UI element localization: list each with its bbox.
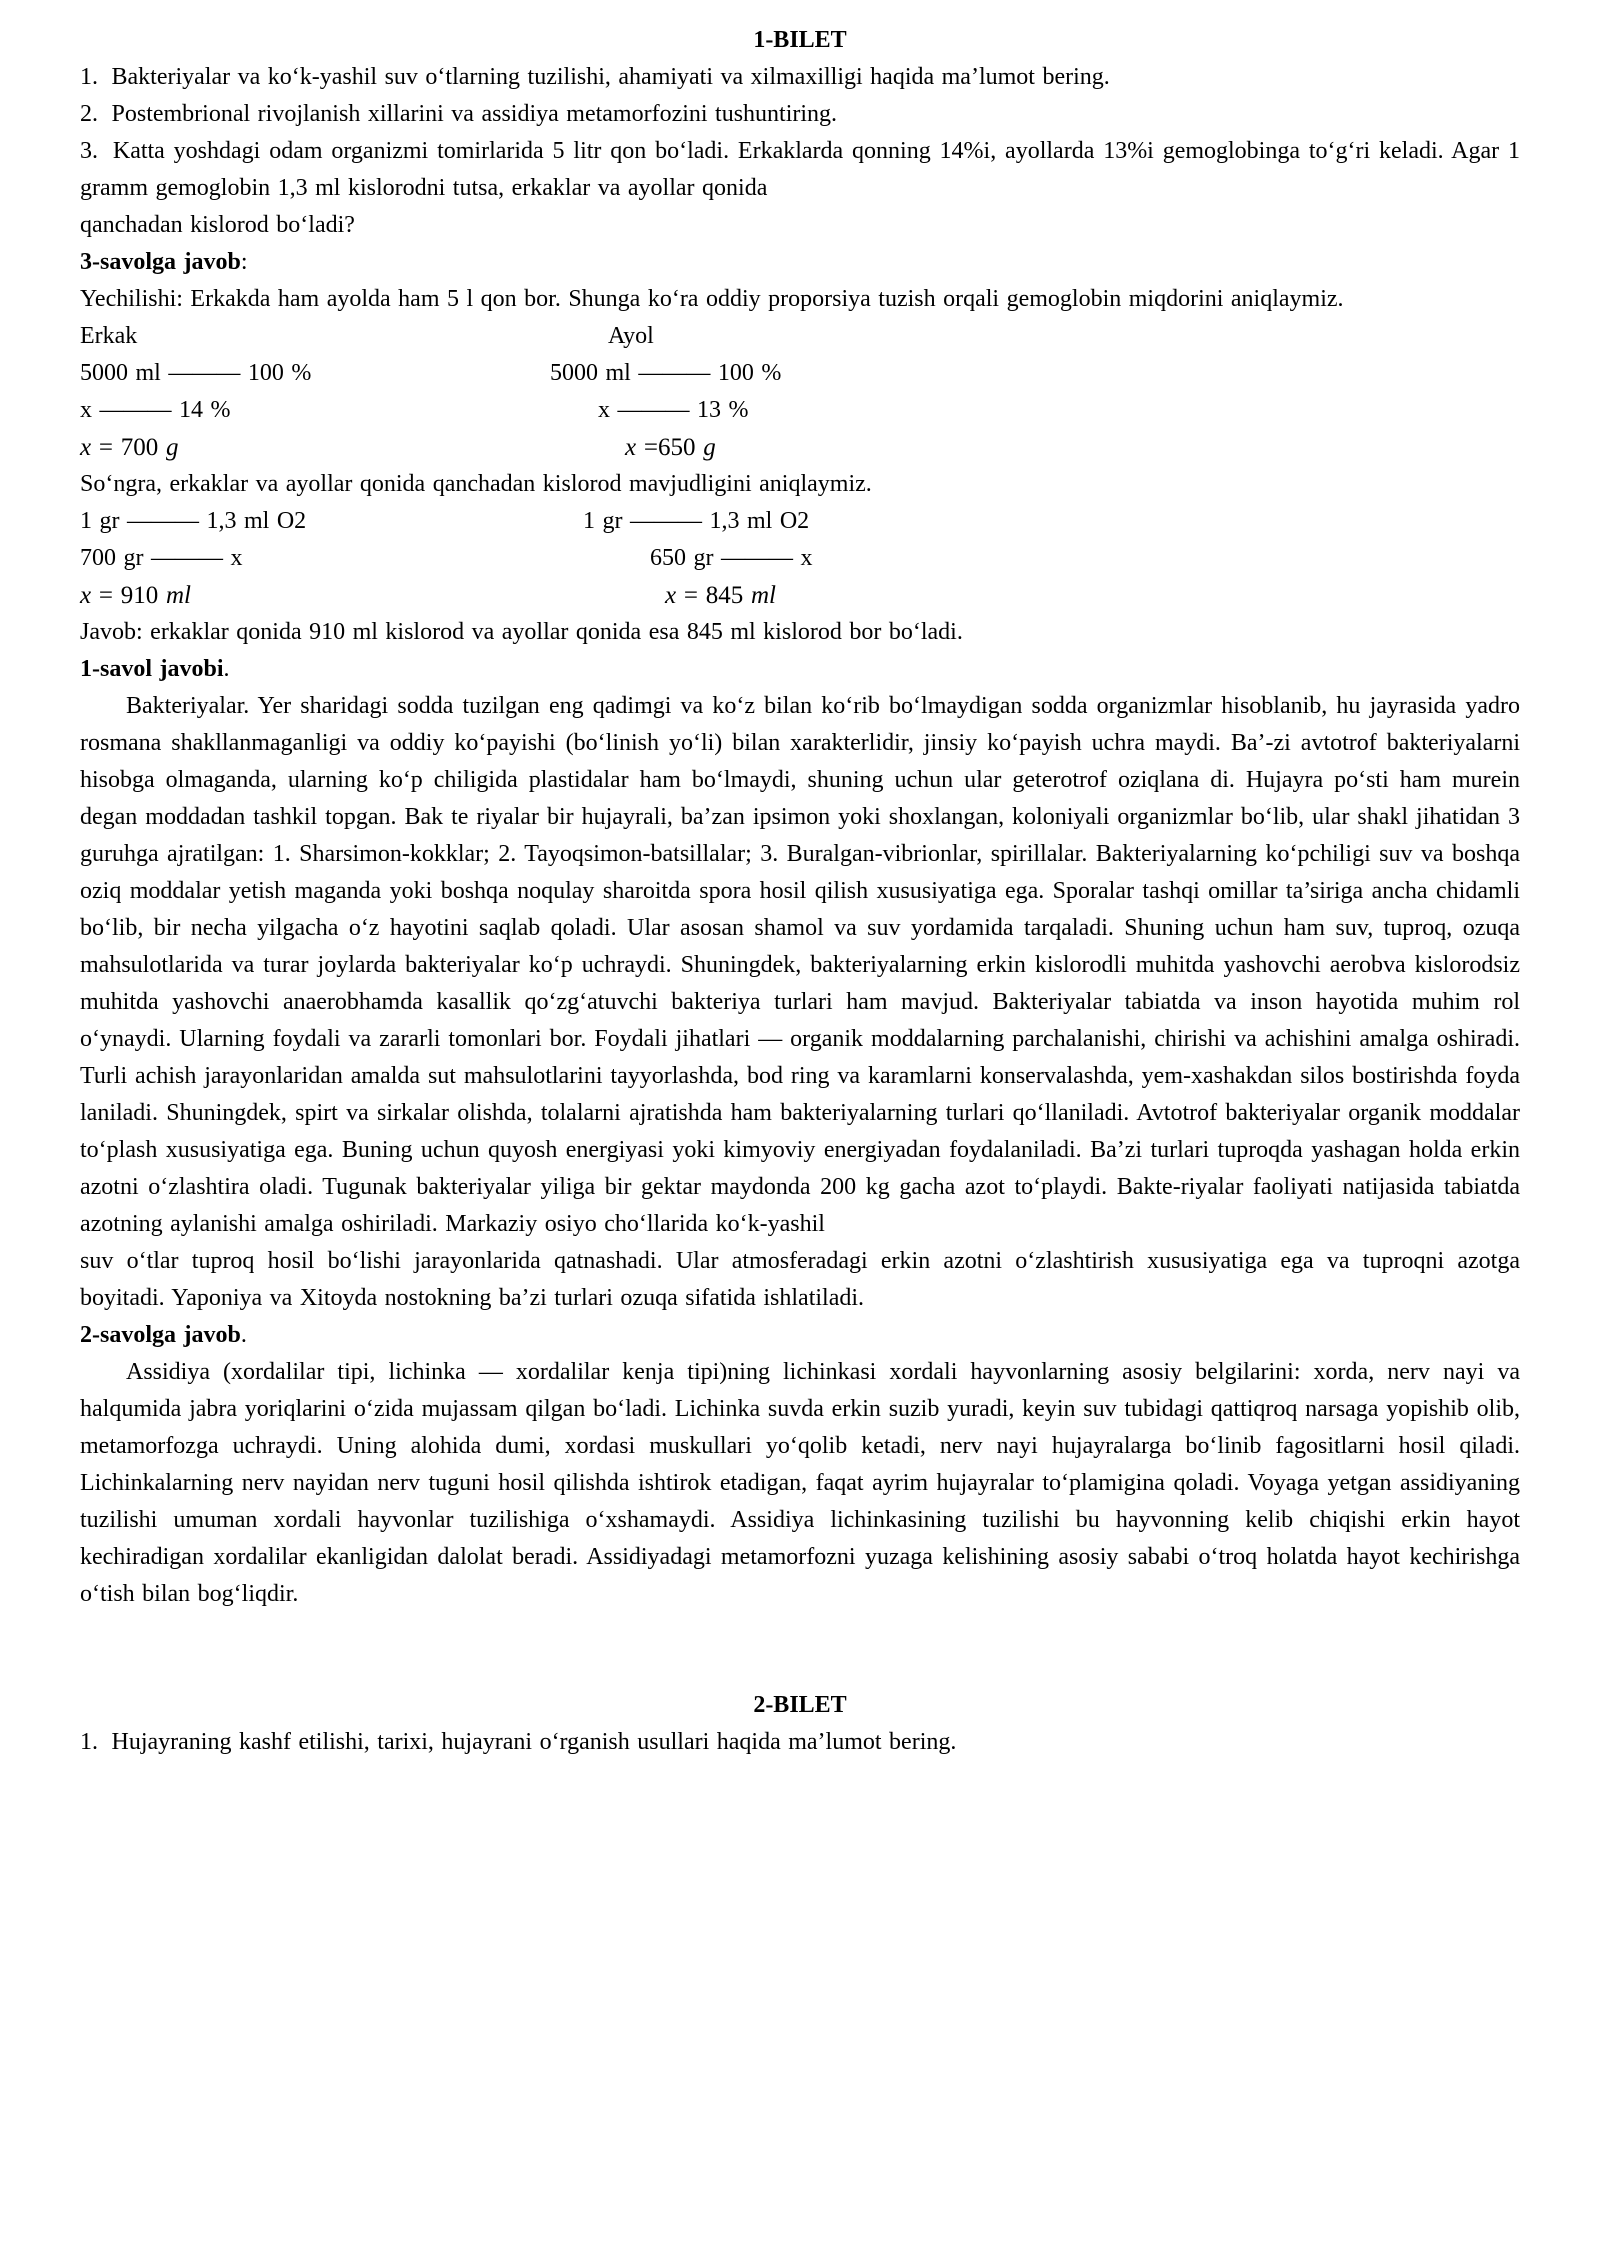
heading-punctuation: : [240,249,248,275]
proportion-right: 1 gr ——— 1,3 ml O2 [583,508,810,534]
proportion2-result-row [80,577,1520,614]
proportion-right: 650 gr ——— x [650,545,813,571]
answer2-paragraph-1: Assidiya (xordalilar tipi, lichinka — xordalilar kenja tipi)ning lichinkasi xordali hayvonlarning asosiy belgilarini: xorda, nerv nayi va halqumida jabra yoriqlarini oʻzida mujassam qilgan boʻladi. Lichinka suvda erkin suzib yuradi, keyin suv tubidagi qattiqroq narsaga yopishib olib, metamorfozga uchraydi. Uning alohida dumi, xordasi muskullari yoʻqolib ketadi, nerv nayi hujayralarga boʻlinib fagositlarni hosil qiladi. Lichinkalarning nerv nayidan nerv tuguni hosil qilishda ishtirok etadigan, faqat ayrim hujayralar toʻplamigina qoladi. Voyaga yetgan assidiyaning tuzilishi umuman xordali hayvonlar tuzilishiga oʻxshamaydi. Assidiya lichinkasining tuzilishi bu hayvonning kelib chiqishi erkin hayot kechiradigan xordalilar ekanligidan dalolat beradi. Assidiyadagi metamorfozni yuzaga kelishining asosiy sababi oʻtroq holatda hayot kechirishga oʻtish bilan bogʻliqdir. [80,1359,1520,1607]
proportion-left: 700 gr ——— x [80,545,243,571]
proportion-left: x ——— 14 % [80,397,231,423]
answer1-heading [80,651,1520,688]
proportion1-row-2 [80,392,1520,429]
answer2-heading [80,1317,1520,1354]
ayol-column-label: Ayol [608,323,654,349]
result-left [80,577,550,614]
math-variable: x [80,434,92,461]
bilet1-question-1 [80,59,1520,96]
bilet1-question-2 [80,96,1520,133]
bilet2-question-1 [80,1724,1520,1761]
math-equals-value: = 845 [683,582,744,609]
proportion2-row-2 [80,540,1520,577]
math-variable: x [80,582,92,609]
math-equals-value: = 700 [98,434,159,461]
bilet2-section [80,1687,1520,1761]
heading-punctuation: . [223,656,230,682]
heading-text: 3-savolga javob [80,249,241,275]
proportion-column-headers [80,318,1520,355]
math-variable: x [665,582,677,609]
bilet1-title-text: 1-BILET [753,27,847,53]
solution-step2-text: Soʻngra, erkaklar va ayollar qonida qanchadan kislorod mavjudligini aniqlaymiz. [80,471,872,497]
solution-answer: Javob: erkaklar qonida 910 ml kislorod va ayollar qonida esa 845 ml kislorod bor boʻladi. [80,619,963,645]
proportion2-row-1 [80,503,1520,540]
proportion-left: 5000 ml ——— 100 % [80,360,312,386]
question-text: Hujayraning kashf etilishi, tarixi, hujayrani oʻrganish usullari haqida ma’lumot bering. [111,1729,957,1755]
heading-punctuation: . [240,1322,247,1348]
result-left [80,429,550,466]
question-text: Postembrional rivojlanish xillarini va assidiya metamorfozini tushuntiring. [111,101,838,127]
heading-text: 2-savolga javob [80,1322,241,1348]
heading-text: 1-savol javobi [80,656,224,682]
result-right [550,429,1520,466]
proportion-left: 1 gr ——— 1,3 ml O2 [80,508,307,534]
result-right [550,577,1520,614]
question-number: 1. [80,64,98,90]
question-number: 1. [80,1729,98,1755]
erkak-column-label: Erkak [80,323,138,349]
bilet2-title-text: 2-BILET [753,1692,847,1718]
question-text: Katta yoshdagi odam organizmi tomirlarida 5 litr qon boʻladi. Erkaklarda qonning 14%i, ayollarda 13%i gemoglobinga toʻgʻri keladi. Agar 1 gramm gemoglobin 1,3 ml kislorodni tutsa, erkaklar va ayollar qonida [80,138,1521,201]
answer1-paragraph-2: suv oʻtlar tuproq hosil boʻlishi jarayonlarida qatnashadi. Ular atmosferadagi erkin azotni oʻzlashtirish xususiyatiga ega va tuproqni azotga boyitadi. Yaponiya va Xitoyda nostokning ba’zi turlari ozuqa sifatida ishlatiladi. [80,1248,1520,1311]
proportion-right: x ——— 13 % [598,397,749,423]
answer3-heading [80,244,1520,281]
math-unit: g [703,434,716,461]
math-variable: x [625,434,637,461]
solution-intro: Yechilishi: Erkakda ham ayolda ham 5 l qon bor. Shunga koʻra oddiy proporsiya tuzish orqali gemoglobin miqdorini aniqlaymiz. [80,286,1344,312]
proportion1-result-row [80,429,1520,466]
math-equals-value: =650 [643,434,696,461]
bilet1-question-3 [80,133,1520,207]
proportion1-row-1 [80,355,1520,392]
question-number: 3. [80,138,98,164]
math-unit: g [165,434,179,461]
answer1-paragraph-1: Bakteriyalar. Yer sharidagi sodda tuzilgan eng qadimgi va koʻz bilan koʻrib boʻlmaydigan sodda organizmlar hisoblanib, hu jayrasida yadro rosmana shakllanmaganligi va oddiy koʻpayishi (boʻlinish yoʻli) bilan xarakterlidir, jinsiy koʻpayish uchra maydi. Ba’-zi avtotrof bakteriyalarni hisobga olmaganda, ularning koʻp chiligida plastidalar ham boʻlmaydi, shuning uchun ular geterotrof oziqlana di. Hujayra poʻsti ham murein degan moddadan tashkil topgan. Bak te riyalar bir hujayrali, ba’zan ipsimon yoki shoxlangan, koloniyali organizmlar boʻlib, ular shakl jihatidan 3 guruhga ajratilgan: 1. Sharsimon-kokklar; 2. Tayoqsimon-batsillalar; 3. Buralgan-vibrionlar, spirillalar. Bakteriyalarning koʻpchiligi suv va boshqa oziq moddalar yetish maganda yoki boshqa noqulay sharoitda spora hosil qilish xususiyatiga ega. Sporalar tashqi omillar ta’siriga ancha chidamli boʻlib, bir necha yilgacha oʻz hayotini saqlab qoladi. Ular asosan shamol va suv yordamida tarqaladi. Shuning uchun ham suv, tuproq, ozuqa mahsulotlarida va turar joylarda bakteriyalar koʻp uchraydi. Shuningdek, bakteriyalarning erkin kislorodli muhitda yashovchi aerobva kislorodsiz muhitda yashovchi anaerobhamda kasallik qoʻzgʻatuvchi bakteriya turlari ham mavjud. Bakteriyalar tabiatda va inson hayotida muhim rol oʻynaydi. Ularning foydali va zararli tomonlari bor. Foydali jihatlari — organik moddalarning parchalanishi, chirishi va achishini amalga oshiradi. Turli achish jarayonlaridan amalda sut mahsulotlarini tayyorlashda, bod ring va karamlarni konservalashda, yem-xashakdan silos bostirishda foyda laniladi. Shuningdek, spirt va sirkalar olishda, tolalarni ajratishda ham bakteriyalarning turlari qoʻllaniladi. Avtotrof bakteriyalar organik moddalar toʻplash xususiyatiga ega. Buning uchun quyosh energiyasi yoki kimyoviy energiyadan foydalaniladi. Ba’zi turlari tuproqda yashagan holda erkin azotni oʻzlashtira oladi. Tugunak bakteriyalar yiliga bir gektar maydonda 200 kg gacha azot toʻplaydi. Bakte-riyalar faoliyati natijasida tabiatda azotning aylanishi amalga oshiriladi. Markaziy osiyo choʻllarida koʻk-yashil [80,693,1520,1237]
bilet1-title [80,22,1520,59]
question-number: 2. [80,101,98,127]
bilet2-title [80,1687,1520,1724]
math-unit: ml [165,582,191,609]
proportion-right: 5000 ml ——— 100 % [550,360,782,386]
question3-continuation: qanchadan kislorod boʻladi? [80,212,355,238]
math-equals-value: = 910 [98,582,159,609]
math-unit: ml [750,582,776,609]
question-text: Bakteriyalar va koʻk-yashil suv oʻtlarning tuzilishi, ahamiyati va xilmaxilligi haqida ma’lumot bering. [111,64,1110,90]
